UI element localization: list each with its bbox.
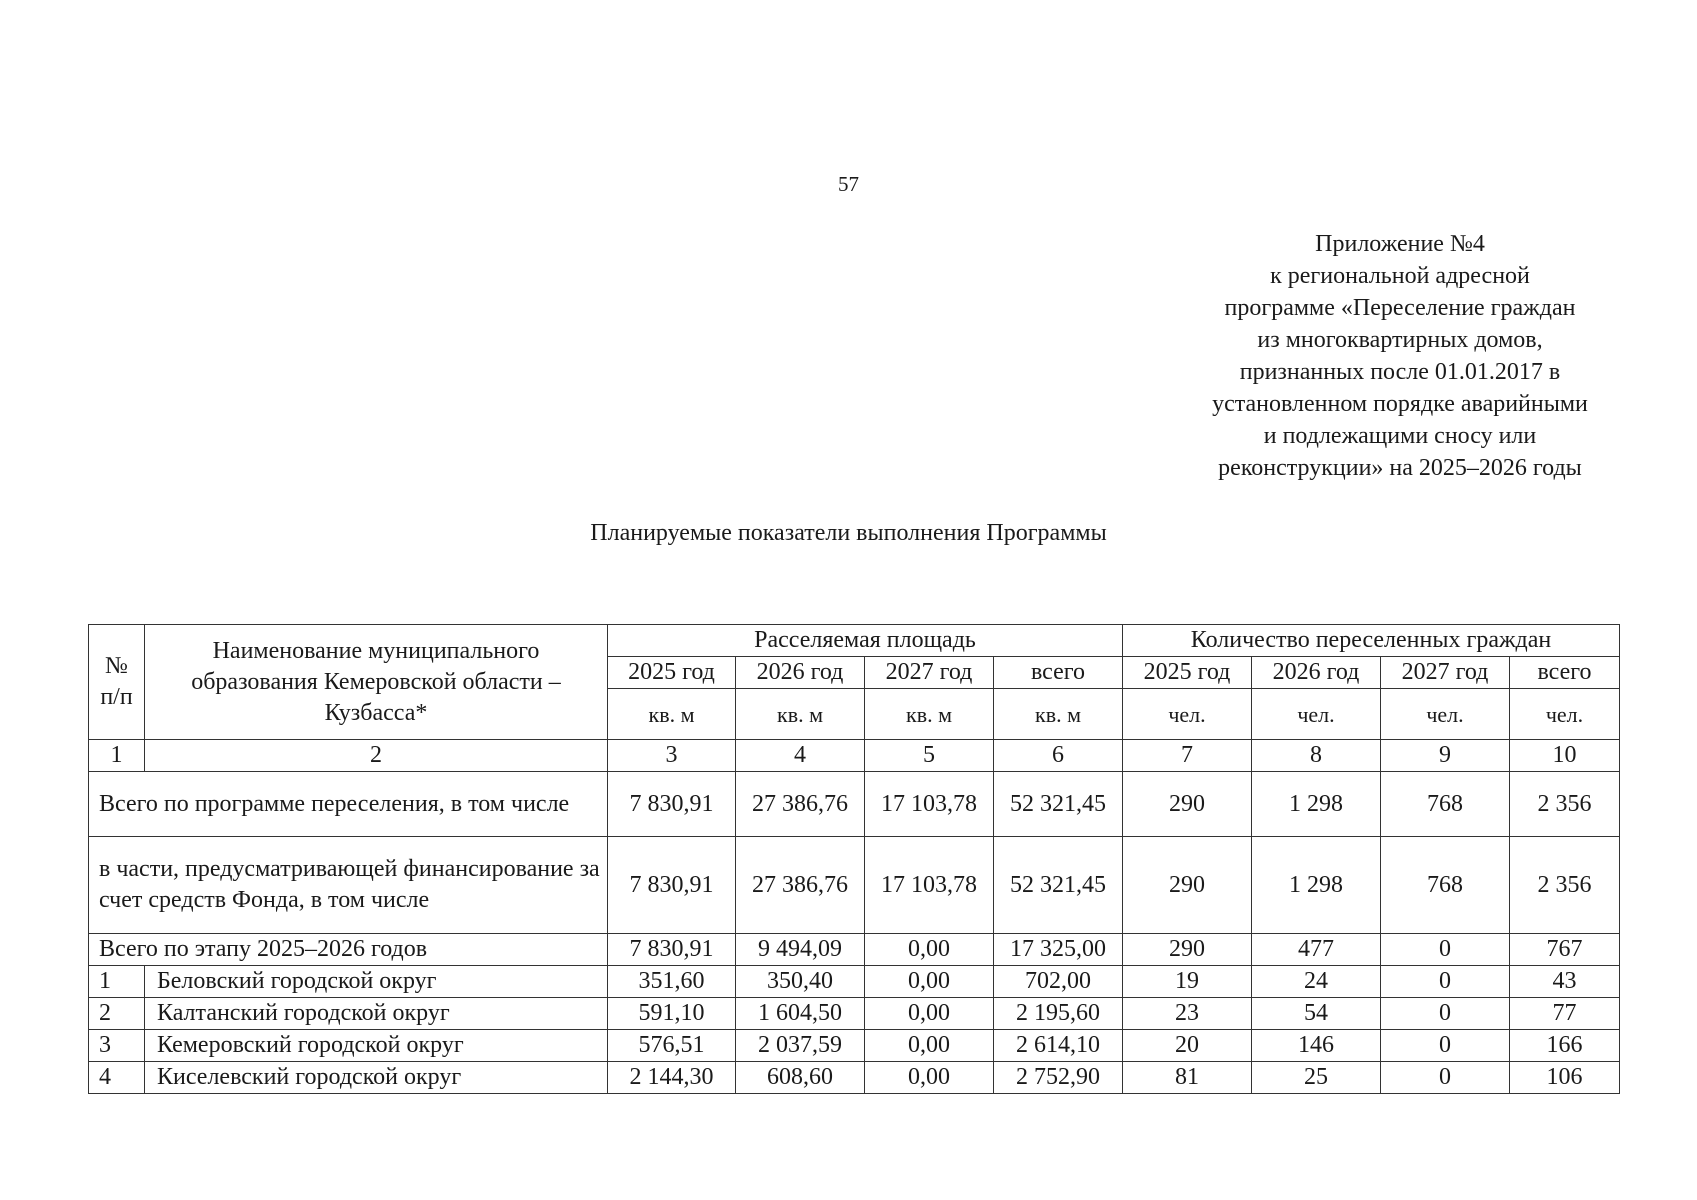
- cell-value: 17 325,00: [994, 934, 1123, 966]
- cell-value: 0,00: [865, 934, 994, 966]
- cell-value: 1 298: [1252, 772, 1381, 837]
- table-row: [89, 1030, 1620, 1062]
- cell-value: 0,00: [865, 998, 994, 1030]
- cell-value: 2 752,90: [994, 1062, 1123, 1094]
- cell-value: 0: [1381, 966, 1510, 998]
- column-number: 10: [1510, 740, 1620, 772]
- cell-value: 77: [1510, 998, 1620, 1030]
- summary-row-fund: [89, 837, 1620, 934]
- cell-value: 25: [1252, 1062, 1381, 1094]
- column-number: 8: [1252, 740, 1381, 772]
- annex-line: установленном порядке аварийными: [1212, 391, 1588, 417]
- cell-value: 2 356: [1510, 772, 1620, 837]
- cell-value: 52 321,45: [994, 837, 1123, 934]
- header-year: 2026 год: [1252, 657, 1381, 689]
- cell-value: 7 830,91: [608, 772, 736, 837]
- cell-value: 23: [1123, 998, 1252, 1030]
- header-unit: кв. м: [736, 689, 865, 740]
- table-row: [89, 998, 1620, 1030]
- cell-value: 43: [1510, 966, 1620, 998]
- column-number: 2: [145, 740, 608, 772]
- cell-value: 0,00: [865, 1062, 994, 1094]
- cell-value: 2 195,60: [994, 998, 1123, 1030]
- cell-value: 290: [1123, 772, 1252, 837]
- header-area-group: Расселяемая площадь: [608, 625, 1123, 657]
- cell-value: 166: [1510, 1030, 1620, 1062]
- cell-value: 27 386,76: [736, 837, 865, 934]
- header-year: всего: [1510, 657, 1620, 689]
- header-people-group: Количество переселенных граждан: [1123, 625, 1620, 657]
- cell-value: 54: [1252, 998, 1381, 1030]
- cell-value: 1 298: [1252, 837, 1381, 934]
- municipality-name: Калтанский городской округ: [145, 998, 608, 1030]
- cell-value: 17 103,78: [865, 837, 994, 934]
- annex-block: [1150, 228, 1650, 484]
- municipality-name: Кемеровский городской округ: [145, 1030, 608, 1062]
- row-number: 3: [89, 1030, 145, 1062]
- row-number: 1: [89, 966, 145, 998]
- municipality-name: Киселевский городской округ: [145, 1062, 608, 1094]
- header-year: 2025 год: [1123, 657, 1252, 689]
- column-number: 6: [994, 740, 1123, 772]
- annex-line: и подлежащими сносу или: [1263, 423, 1537, 449]
- cell-value: 2 037,59: [736, 1030, 865, 1062]
- header-year: 2027 год: [865, 657, 994, 689]
- cell-value: 608,60: [736, 1062, 865, 1094]
- cell-value: 290: [1123, 837, 1252, 934]
- header-unit: кв. м: [865, 689, 994, 740]
- cell-value: 0: [1381, 998, 1510, 1030]
- column-numbers-row: [89, 740, 1620, 772]
- cell-value: 290: [1123, 934, 1252, 966]
- row-number: 2: [89, 998, 145, 1030]
- header-year: 2026 год: [736, 657, 865, 689]
- header-unit: чел.: [1123, 689, 1252, 740]
- column-number: 1: [89, 740, 145, 772]
- cell-value: 702,00: [994, 966, 1123, 998]
- cell-value: 146: [1252, 1030, 1381, 1062]
- header-unit: кв. м: [994, 689, 1123, 740]
- summary-row-stage: [89, 934, 1620, 966]
- annex-line: реконструкции» на 2025–2026 годы: [1218, 455, 1582, 481]
- header-row-groups: [89, 625, 1620, 657]
- header-name: Наименование муниципального образования Кемеровской области – Кузбасса*: [145, 625, 608, 740]
- header-num: № п/п: [89, 625, 145, 740]
- header-unit: чел.: [1381, 689, 1510, 740]
- annex-line: программе «Переселение граждан: [1224, 295, 1576, 321]
- cell-value: 9 494,09: [736, 934, 865, 966]
- cell-value: 768: [1381, 772, 1510, 837]
- header-unit: кв. м: [608, 689, 736, 740]
- row-number: 4: [89, 1062, 145, 1094]
- summary-label: Всего по программе переселения, в том числе: [89, 772, 608, 837]
- cell-value: 767: [1510, 934, 1620, 966]
- cell-value: 2 144,30: [608, 1062, 736, 1094]
- cell-value: 17 103,78: [865, 772, 994, 837]
- cell-value: 106: [1510, 1062, 1620, 1094]
- cell-value: 0,00: [865, 1030, 994, 1062]
- cell-value: 0,00: [865, 966, 994, 998]
- page-number: 57: [838, 172, 859, 196]
- cell-value: 591,10: [608, 998, 736, 1030]
- column-number: 3: [608, 740, 736, 772]
- cell-value: 27 386,76: [736, 772, 865, 837]
- cell-value: 0: [1381, 934, 1510, 966]
- column-number: 7: [1123, 740, 1252, 772]
- cell-value: 7 830,91: [608, 934, 736, 966]
- cell-value: 19: [1123, 966, 1252, 998]
- annex-line: Приложение №4: [1315, 231, 1485, 257]
- header-year: 2027 год: [1381, 657, 1510, 689]
- indicators-table: [88, 624, 1620, 1094]
- column-number: 4: [736, 740, 865, 772]
- header-year: 2025 год: [608, 657, 736, 689]
- cell-value: 2 614,10: [994, 1030, 1123, 1062]
- header-unit: чел.: [1252, 689, 1381, 740]
- cell-value: 1 604,50: [736, 998, 865, 1030]
- header-unit: чел.: [1510, 689, 1620, 740]
- summary-label: в части, предусматривающей финансирование за счет средств Фонда, в том числе: [89, 837, 608, 934]
- cell-value: 0: [1381, 1062, 1510, 1094]
- cell-value: 768: [1381, 837, 1510, 934]
- cell-value: 81: [1123, 1062, 1252, 1094]
- column-number: 9: [1381, 740, 1510, 772]
- header-year: всего: [994, 657, 1123, 689]
- cell-value: 20: [1123, 1030, 1252, 1062]
- cell-value: 52 321,45: [994, 772, 1123, 837]
- cell-value: 7 830,91: [608, 837, 736, 934]
- summary-row-total: [89, 772, 1620, 837]
- municipality-name: Беловский городской округ: [145, 966, 608, 998]
- column-number: 5: [865, 740, 994, 772]
- cell-value: 24: [1252, 966, 1381, 998]
- document-title: Планируемые показатели выполнения Программы: [590, 520, 1107, 546]
- cell-value: 477: [1252, 934, 1381, 966]
- cell-value: 350,40: [736, 966, 865, 998]
- cell-value: 0: [1381, 1030, 1510, 1062]
- table-row: [89, 966, 1620, 998]
- annex-line: к региональной адресной: [1270, 263, 1530, 289]
- cell-value: 576,51: [608, 1030, 736, 1062]
- annex-line: признанных после 01.01.2017 в: [1239, 359, 1561, 385]
- table-row: [89, 1062, 1620, 1094]
- cell-value: 351,60: [608, 966, 736, 998]
- cell-value: 2 356: [1510, 837, 1620, 934]
- summary-label: Всего по этапу 2025–2026 годов: [89, 934, 608, 966]
- annex-line: из многоквартирных домов,: [1257, 327, 1543, 353]
